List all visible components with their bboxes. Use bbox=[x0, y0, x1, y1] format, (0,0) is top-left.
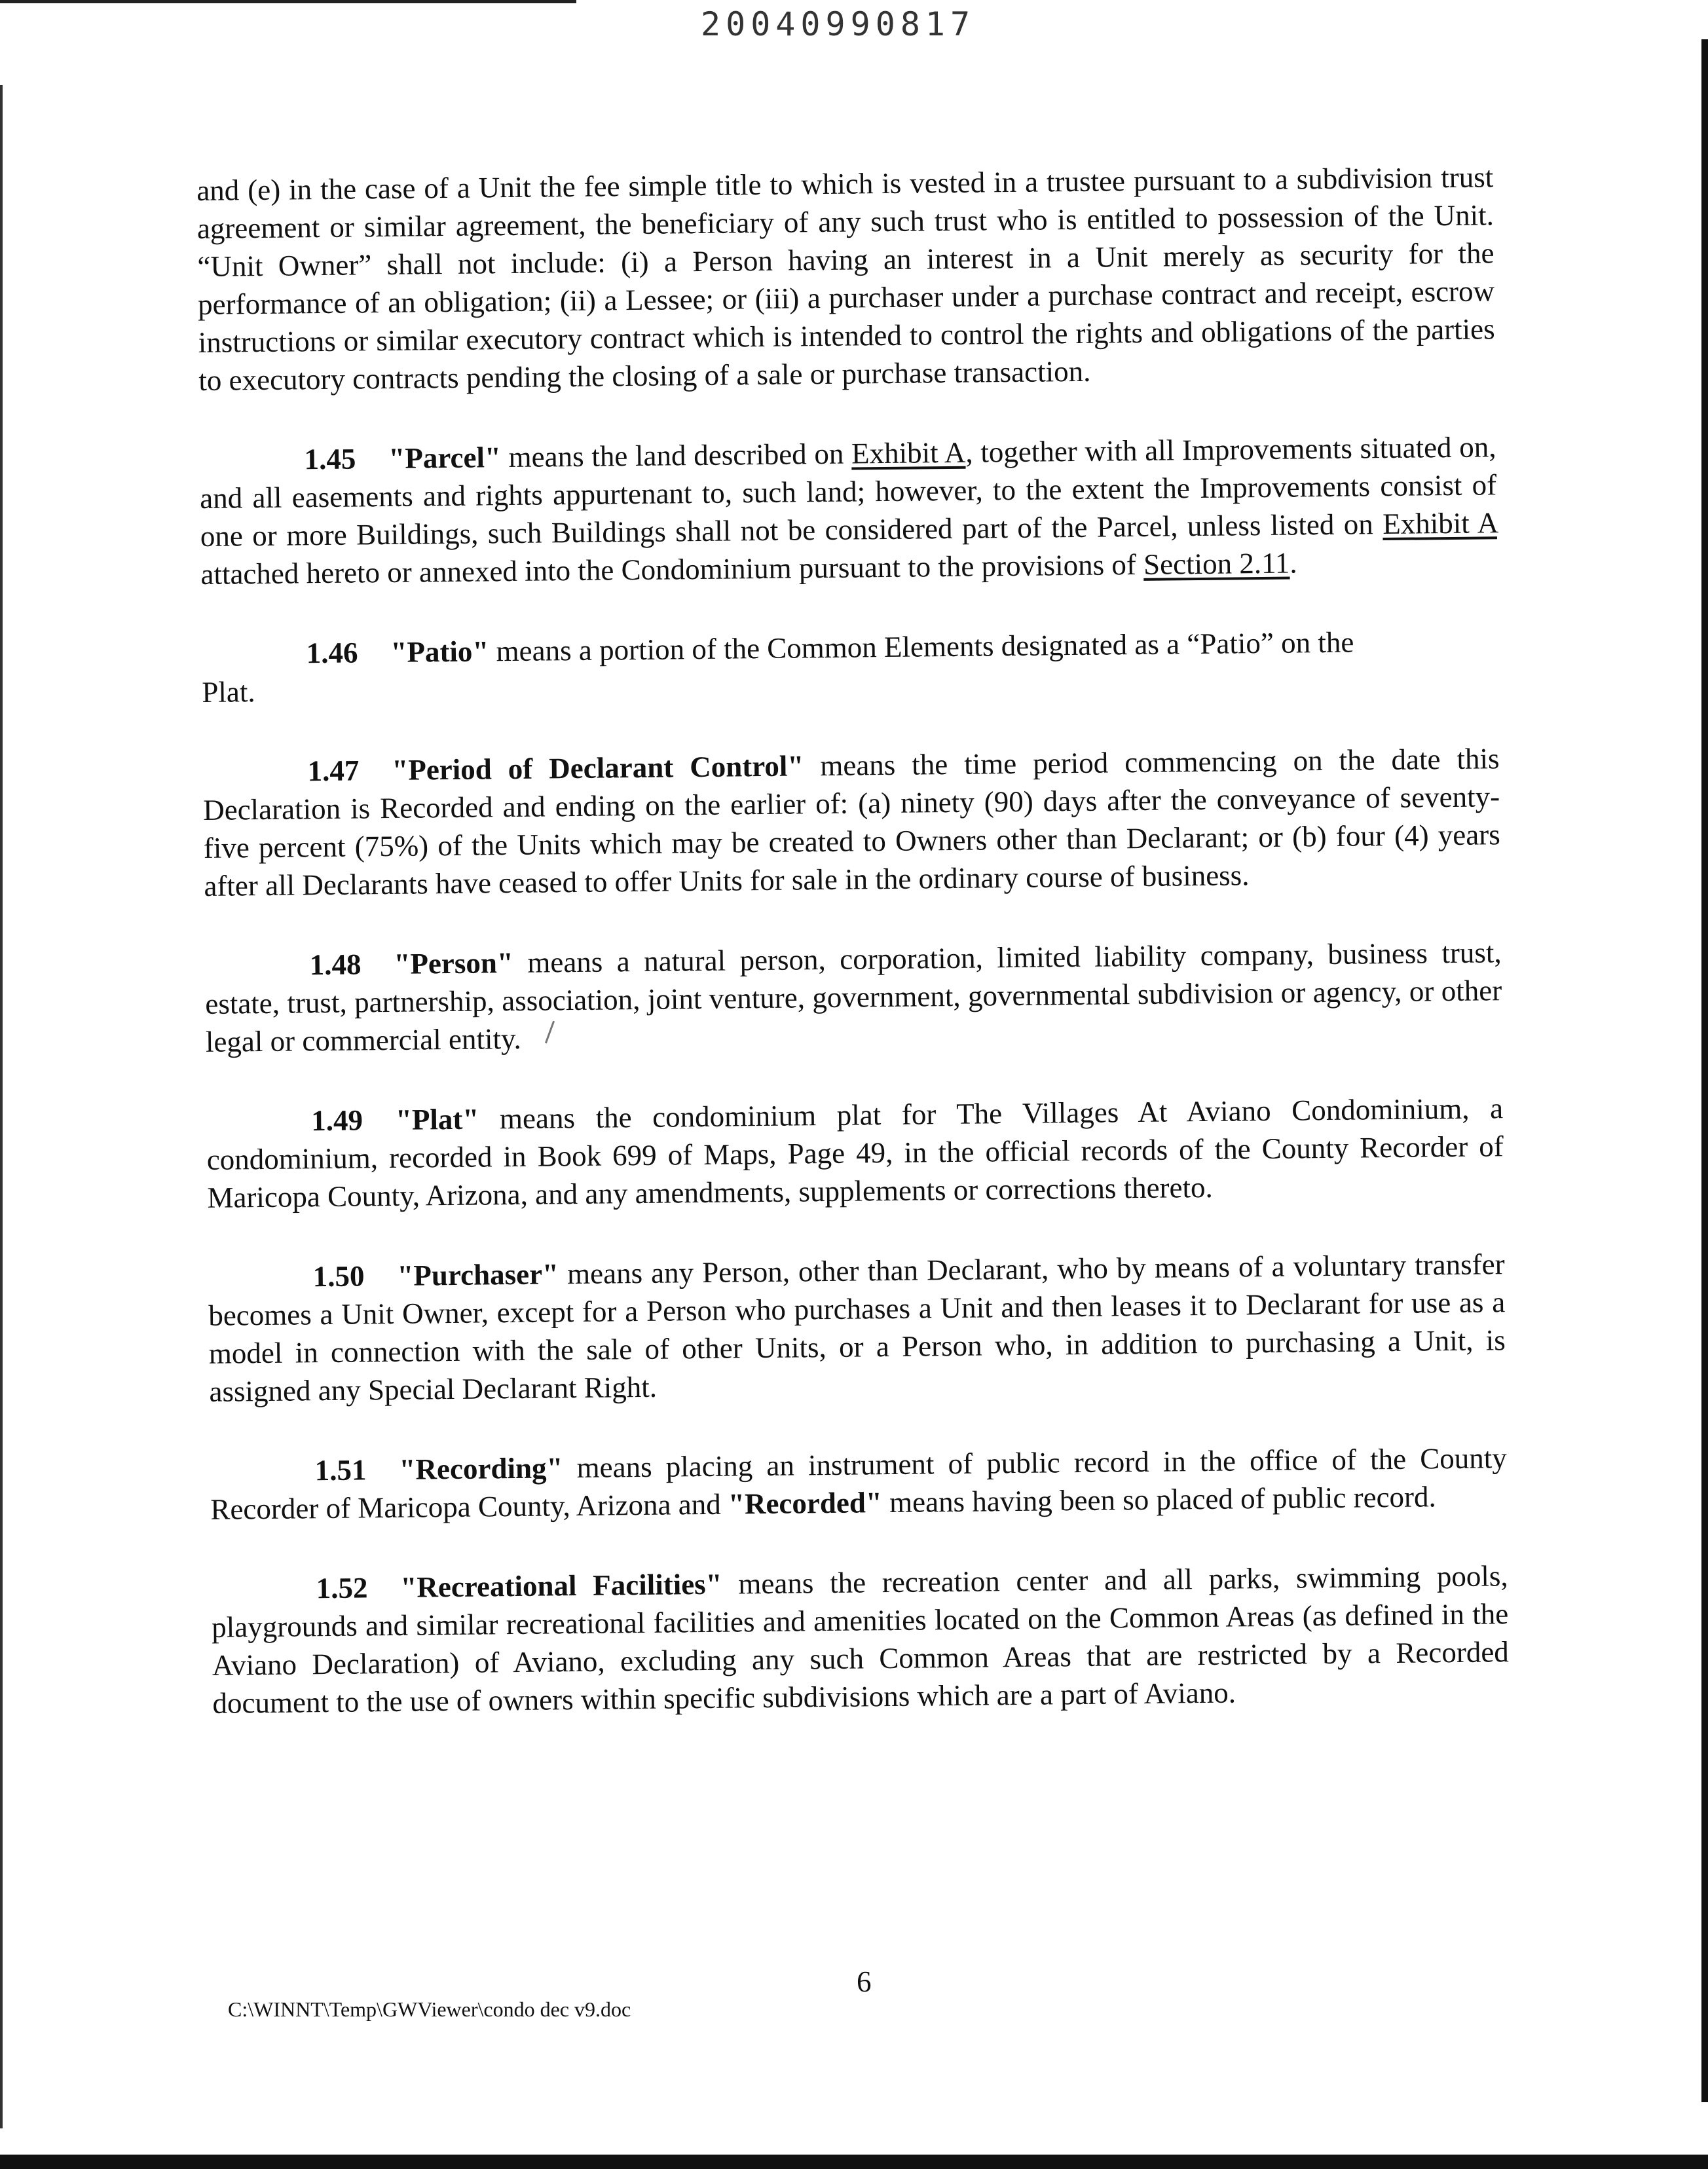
section-number: 1.47 bbox=[307, 754, 360, 788]
section-2-11-reference: Section 2.11 bbox=[1143, 546, 1290, 581]
defined-term: "Plat" bbox=[395, 1102, 479, 1136]
section-1-48 bbox=[204, 933, 1502, 1061]
section-1-47 bbox=[202, 739, 1500, 905]
defined-term: "Parcel" bbox=[388, 441, 502, 475]
opening-paragraph: and (e) in the case of a Unit the fee simple title to which is vested in a trustee pursuant to a subdivision trust agreement or similar agreement, the beneficiary of any such trust who is entitled to possession of the Unit. “Unit Owner” shall not include: (i) a Person having an interest in a Unit merely as security for the performance of an obligation; (ii) a Lessee; or (iii) a purchaser under a purchase contract and receipt, escrow instructions or similar executory contract which is intended to control the rights and obligations of the parties to executory contracts pending the closing of a sale or purchase transaction. bbox=[196, 160, 1495, 397]
section-text-tail: Plat. bbox=[202, 675, 255, 709]
exhibit-a-reference: Exhibit A bbox=[1382, 506, 1497, 541]
section-1-50 bbox=[208, 1245, 1506, 1411]
defined-term: "Period of Declarant Control" bbox=[392, 749, 804, 787]
scan-left-edge bbox=[0, 85, 3, 2128]
defined-term: "Purchaser" bbox=[397, 1257, 559, 1292]
defined-term: "Recreational Facilities" bbox=[400, 1567, 722, 1604]
section-text: means a portion of the Common Elements designated as a “Patio” on the bbox=[489, 625, 1354, 668]
document-body bbox=[196, 158, 1510, 1764]
section-text: means the time period commencing on the date this Declaration is Recorded and ending on the earlier of: (a) ninety (90) days after the conveyance of seventy-five percent (75%) of the Units which may be created to Owners other than Declarant; or (b) four (4) years after all Declarants have ceased to offer Units for sale in the ordinary course of business. bbox=[202, 742, 1500, 902]
section-text: means the condominium plat for The Villages At Aviano Condominium, a condominium, recorded in Book 699 of Maps, Page 49, in the official records of the County Recorder of Maricopa County, Arizona, and any amendments, supplements or corrections thereto. bbox=[206, 1092, 1504, 1214]
defined-term: "Recording" bbox=[399, 1451, 563, 1486]
scan-bottom-edge bbox=[0, 2155, 1708, 2169]
page-number: 6 bbox=[857, 1965, 872, 1998]
section-1-45 bbox=[199, 428, 1497, 593]
section-number: 1.45 bbox=[304, 442, 356, 476]
section-1-49 bbox=[206, 1089, 1504, 1217]
scan-right-edge bbox=[1701, 39, 1708, 2102]
section-number: 1.52 bbox=[316, 1571, 368, 1605]
section-number: 1.46 bbox=[306, 636, 358, 670]
section-1-51 bbox=[210, 1439, 1507, 1529]
exhibit-a-reference: Exhibit A bbox=[851, 436, 966, 470]
section-text: means the land described on bbox=[500, 437, 852, 474]
section-text: means having been so placed of public record. bbox=[882, 1480, 1437, 1519]
section-text: . bbox=[1290, 546, 1297, 580]
section-text: means placing an instrument of public record in the office of the County Recorder of Maricopa County, Arizona and bbox=[210, 1441, 1507, 1526]
section-text: means a natural person, corporation, limited liability company, business trust, estate, trust, partnership, association, joint venture, government, governmental subdivision or agency, or other legal or commercial entity. bbox=[205, 936, 1502, 1058]
section-number: 1.49 bbox=[310, 1103, 363, 1138]
defined-term: "Patio" bbox=[390, 635, 489, 669]
section-text: means the recreation center and all parks, swimming pools, playgrounds and similar recreational facilities and amenities located on the Common Areas (as defined in the Aviano Declaration) of Aviano, excluding any such Common Areas that are restricted by a Recorded document to the use of owners within specific subdivisions which are a part of Aviano. bbox=[212, 1559, 1510, 1720]
section-1-52 bbox=[211, 1557, 1509, 1722]
section-1-46 bbox=[201, 621, 1498, 711]
document-number: 20040990817 bbox=[701, 5, 976, 43]
section-number: 1.48 bbox=[309, 948, 362, 982]
section-text: means any Person, other than Declarant, who by means of a voluntary transfer becomes a Unit Owner, except for a Person who purchases a Unit and then leases it to Declarant for use as a model in connection with the sale of other Units, or a Person who, in addition to purchasing a Unit, is assigned any Special Declarant Right. bbox=[208, 1248, 1506, 1408]
defined-term: "Person" bbox=[394, 946, 514, 980]
section-number: 1.51 bbox=[314, 1453, 367, 1487]
defined-term-secondary: "Recorded" bbox=[728, 1486, 883, 1521]
section-text: attached hereto or annexed into the Condominium pursuant to the provisions of bbox=[200, 547, 1144, 591]
section-text: , together with all Improvements situated on, and all easements and rights appurtenant to, such land; however, to the extent the Improvements consist of one or more Buildings, such Buildings shall not be considered part of the Parcel, unless listed on bbox=[199, 430, 1497, 553]
scan-top-line bbox=[0, 0, 576, 3]
section-number: 1.50 bbox=[312, 1259, 365, 1293]
file-path-footer: C:\WINNT\Temp\GWViewer\condo dec v9.doc bbox=[228, 1997, 631, 2021]
